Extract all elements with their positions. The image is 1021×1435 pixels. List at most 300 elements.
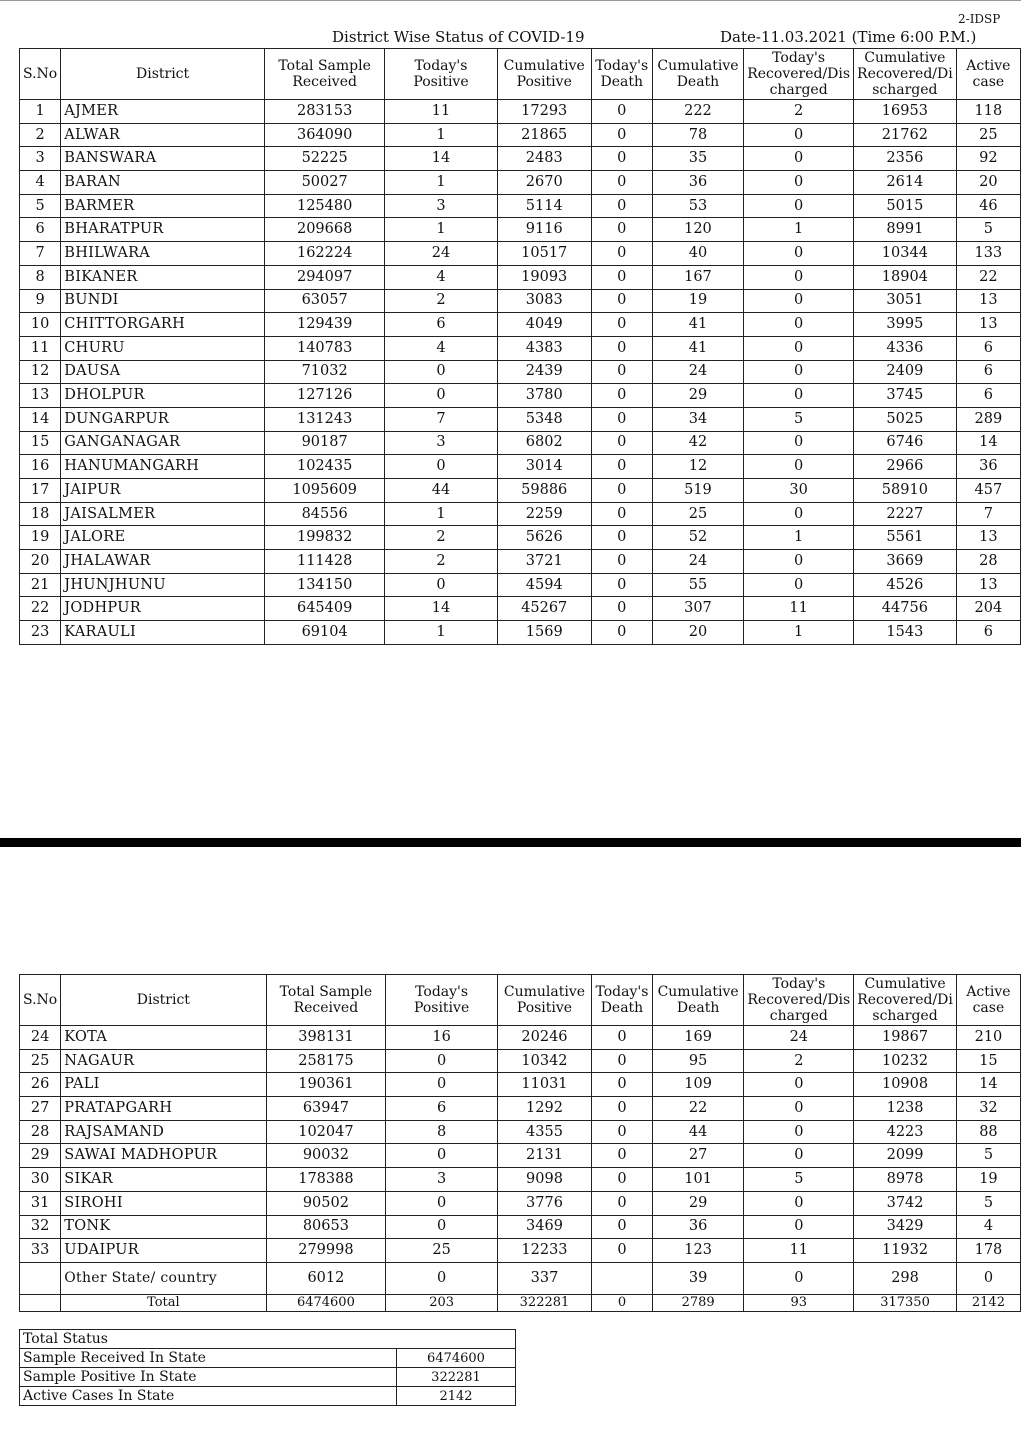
column-header: Cumulative Recovered/Di scharged (854, 49, 957, 100)
table-row (20, 336, 1021, 360)
table-cell: 0 (744, 313, 854, 337)
table-cell: 30 (744, 479, 854, 503)
total-cell (20, 1294, 61, 1311)
table-cell: 14 (956, 431, 1020, 455)
table-cell: 8 (386, 1120, 498, 1144)
table-cell: 0 (591, 289, 652, 313)
table-cell: 24 (652, 360, 744, 384)
district-name-cell: JALORE (61, 526, 265, 550)
table-cell: 1 (744, 526, 854, 550)
table-cell: 3 (386, 1168, 498, 1192)
table-cell: 178388 (266, 1168, 386, 1192)
table-cell: 39 (652, 1262, 744, 1294)
table-cell: 3776 (497, 1191, 591, 1215)
table-cell: 28 (20, 1120, 61, 1144)
table-cell: 13 (956, 526, 1020, 550)
district-name-cell: BUNDI (61, 289, 265, 313)
table-cell: 14 (385, 147, 497, 171)
total-cell: 2789 (652, 1294, 744, 1311)
table-cell: 40 (652, 242, 744, 266)
table-cell: 1 (744, 621, 854, 645)
table-row (20, 1120, 1021, 1144)
table-row (20, 218, 1021, 242)
table-cell: 25 (20, 1049, 61, 1073)
table-cell: 125480 (264, 194, 384, 218)
table-cell: 0 (591, 265, 652, 289)
table-cell: 123 (652, 1239, 744, 1263)
table-cell: 90502 (266, 1191, 386, 1215)
table-cell: 0 (592, 1215, 653, 1239)
table-row (20, 407, 1021, 431)
table-cell: 3669 (854, 550, 957, 574)
table-cell: 41 (652, 336, 744, 360)
table-cell: 1095609 (264, 479, 384, 503)
table-cell: 0 (956, 1262, 1020, 1294)
table-row (20, 1168, 1021, 1192)
table-cell: 4 (385, 265, 497, 289)
table-cell: 10908 (854, 1073, 957, 1097)
report-date: Date-11.03.2021 (Time 6:00 P.M.) (720, 28, 977, 46)
table-cell: 30 (20, 1168, 61, 1192)
table-cell: 0 (744, 1215, 854, 1239)
table-cell: 1 (20, 100, 61, 124)
table-cell: 645409 (264, 597, 384, 621)
table-row (20, 597, 1021, 621)
column-header: Today's Positive (385, 49, 497, 100)
table-row (20, 455, 1021, 479)
district-table-part2 (19, 974, 1021, 1312)
table-row (20, 313, 1021, 337)
table-cell: 0 (591, 194, 652, 218)
table-cell: 78 (652, 123, 744, 147)
table-cell: 50027 (264, 171, 384, 195)
table-cell: 3995 (854, 313, 957, 337)
table-cell: 0 (592, 1073, 653, 1097)
total-label: Total (61, 1294, 266, 1311)
table-cell: 18 (20, 502, 61, 526)
table-cell: 53 (652, 194, 744, 218)
table-cell: 0 (744, 384, 854, 408)
table-cell: 5015 (854, 194, 957, 218)
table-cell: 14 (956, 1073, 1020, 1097)
table-cell: 5 (956, 218, 1020, 242)
table-cell: 5 (744, 407, 854, 431)
table-cell: 14 (385, 597, 497, 621)
table-cell: 0 (592, 1026, 653, 1050)
table-cell: 0 (592, 1168, 653, 1192)
table-cell: 34 (652, 407, 744, 431)
district-name-cell: PALI (61, 1073, 266, 1097)
table-row (20, 384, 1021, 408)
table-cell: 6746 (854, 431, 957, 455)
table-cell: 0 (591, 597, 652, 621)
district-name-cell: CHURU (61, 336, 265, 360)
table-cell: 0 (591, 431, 652, 455)
table-cell: 0 (744, 242, 854, 266)
table-cell: 519 (652, 479, 744, 503)
table-cell: 90187 (264, 431, 384, 455)
table-row (20, 573, 1021, 597)
table-cell: 27 (652, 1144, 744, 1168)
table-cell: 0 (744, 1262, 854, 1294)
table-cell: 36 (956, 455, 1020, 479)
table-cell: 0 (386, 1215, 498, 1239)
table-cell: 13 (20, 384, 61, 408)
table-cell: 80653 (266, 1215, 386, 1239)
table-cell: 88 (956, 1120, 1020, 1144)
table-cell: 22 (956, 265, 1020, 289)
table-cell: 1238 (854, 1097, 957, 1121)
table-cell: 1292 (497, 1097, 591, 1121)
table-cell: 0 (592, 1144, 653, 1168)
table-cell: 0 (744, 289, 854, 313)
table-row (20, 171, 1021, 195)
column-header: Today's Death (592, 975, 653, 1026)
table-cell: 169 (652, 1026, 744, 1050)
table-cell: 3 (385, 431, 497, 455)
summary-label: Active Cases In State (20, 1387, 397, 1406)
table-cell: 19867 (854, 1026, 957, 1050)
table-cell: 133 (956, 242, 1020, 266)
table-cell: 131243 (264, 407, 384, 431)
table-header-row (20, 975, 1021, 1026)
table-cell: 289 (956, 407, 1020, 431)
table-cell: 24 (385, 242, 497, 266)
summary-label: Sample Received In State (20, 1349, 397, 1368)
table-cell: 44 (385, 479, 497, 503)
table-cell: 0 (591, 336, 652, 360)
total-cell: 317350 (854, 1294, 957, 1311)
table-row (20, 1191, 1021, 1215)
table-cell: 0 (744, 336, 854, 360)
table-cell: 5 (956, 1144, 1020, 1168)
table-cell: 0 (744, 550, 854, 574)
table-cell: 0 (591, 550, 652, 574)
table-cell: 2 (385, 550, 497, 574)
table-cell: 0 (591, 313, 652, 337)
table-cell: 5 (20, 194, 61, 218)
table-cell: 0 (591, 526, 652, 550)
table-row (20, 479, 1021, 503)
table-cell: 3469 (497, 1215, 591, 1239)
table-cell: 10 (20, 313, 61, 337)
table-cell: 2409 (854, 360, 957, 384)
district-name-cell: GANGANAGAR (61, 431, 265, 455)
table-cell: 0 (592, 1191, 653, 1215)
table-row (20, 100, 1021, 124)
table-cell: 18904 (854, 265, 957, 289)
table-cell: 52 (652, 526, 744, 550)
table-cell: 69104 (264, 621, 384, 645)
total-cell: 0 (592, 1294, 653, 1311)
table-cell: 71032 (264, 360, 384, 384)
table-row (20, 1144, 1021, 1168)
table-cell: 4223 (854, 1120, 957, 1144)
table-cell: 0 (744, 360, 854, 384)
table-cell: 127126 (264, 384, 384, 408)
district-name-cell: UDAIPUR (61, 1239, 266, 1263)
table-cell: 15 (20, 431, 61, 455)
table-cell: 0 (744, 1073, 854, 1097)
table-cell: 58910 (854, 479, 957, 503)
table-cell: 2966 (854, 455, 957, 479)
table-cell: 111428 (264, 550, 384, 574)
table-cell: 16 (20, 455, 61, 479)
table-cell: 3051 (854, 289, 957, 313)
table-cell: 0 (744, 123, 854, 147)
table-cell: 0 (385, 455, 497, 479)
table-cell: 6 (956, 384, 1020, 408)
table-cell: 0 (591, 621, 652, 645)
table-cell: 20246 (497, 1026, 591, 1050)
table-cell: 1 (385, 621, 497, 645)
column-header: Total Sample Received (266, 975, 386, 1026)
table-cell: 1543 (854, 621, 957, 645)
table-cell: 3721 (497, 550, 591, 574)
column-header: Cumulative Positive (497, 49, 591, 100)
table-cell: 6 (20, 218, 61, 242)
table-cell: 22 (20, 597, 61, 621)
total-cell: 93 (744, 1294, 854, 1311)
table-cell: 45267 (497, 597, 591, 621)
table-row (20, 1215, 1021, 1239)
table-cell: 12 (652, 455, 744, 479)
table-cell: 162224 (264, 242, 384, 266)
table-cell: 398131 (266, 1026, 386, 1050)
table-cell: 4 (20, 171, 61, 195)
column-header: Active case (956, 975, 1020, 1026)
summary-title: Total Status (20, 1330, 516, 1349)
district-name-cell: BANSWARA (61, 147, 265, 171)
table-cell: 21 (20, 573, 61, 597)
table-cell: 0 (386, 1073, 498, 1097)
table-body (20, 100, 1021, 645)
table-cell: 3742 (854, 1191, 957, 1215)
total-cell: 6474600 (266, 1294, 386, 1311)
table-cell: 29 (652, 384, 744, 408)
table-cell: 2 (744, 1049, 854, 1073)
table-cell: 1 (385, 171, 497, 195)
table-cell: 23 (20, 621, 61, 645)
table-cell: 1 (744, 218, 854, 242)
table-cell: 0 (744, 1144, 854, 1168)
district-name-cell: JHUNJHUNU (61, 573, 265, 597)
table-cell: 29 (652, 1191, 744, 1215)
table-cell: 2 (744, 100, 854, 124)
table-cell: 21762 (854, 123, 957, 147)
table-cell: 0 (591, 100, 652, 124)
table-cell: 3745 (854, 384, 957, 408)
table-cell: 41 (652, 313, 744, 337)
table-cell: 33 (20, 1239, 61, 1263)
table-cell: 0 (591, 455, 652, 479)
column-header: S.No (20, 49, 61, 100)
district-name-cell: SIKAR (61, 1168, 266, 1192)
table-cell: 0 (591, 479, 652, 503)
table-cell: 12233 (497, 1239, 591, 1263)
table-cell: 25 (956, 123, 1020, 147)
table-cell: 29 (20, 1144, 61, 1168)
summary-value: 6474600 (397, 1349, 516, 1368)
table-cell: 8991 (854, 218, 957, 242)
table-cell: 10232 (854, 1049, 957, 1073)
column-header: Today's Death (591, 49, 652, 100)
table-row (20, 502, 1021, 526)
table-cell: 6012 (266, 1262, 386, 1294)
table-cell: 44756 (854, 597, 957, 621)
district-name-cell: BHARATPUR (61, 218, 265, 242)
table-cell: 0 (386, 1144, 498, 1168)
district-name-cell: BARAN (61, 171, 265, 195)
district-name-cell: DUNGARPUR (61, 407, 265, 431)
table-cell: 11 (744, 1239, 854, 1263)
table-cell: 32 (20, 1215, 61, 1239)
table-cell: 19 (652, 289, 744, 313)
table-cell: 2439 (497, 360, 591, 384)
table-cell: 0 (591, 171, 652, 195)
table-cell: 13 (956, 313, 1020, 337)
table-cell: 0 (744, 1120, 854, 1144)
table-cell: 0 (744, 455, 854, 479)
table-cell: 2 (385, 526, 497, 550)
top-border-line (0, 0, 1021, 1)
table-cell: 3083 (497, 289, 591, 313)
table-cell: 0 (591, 147, 652, 171)
table-cell: 2259 (497, 502, 591, 526)
table-cell: 0 (744, 171, 854, 195)
column-header: Cumulative Recovered/Di scharged (854, 975, 957, 1026)
table-cell: 134150 (264, 573, 384, 597)
table-cell: 5348 (497, 407, 591, 431)
table-cell: 84556 (264, 502, 384, 526)
table-cell: 0 (744, 502, 854, 526)
page-title: District Wise Status of COVID-19 (332, 28, 585, 46)
table-cell: 20 (652, 621, 744, 645)
table-cell: 42 (652, 431, 744, 455)
table-cell: 298 (854, 1262, 957, 1294)
table-cell: 4383 (497, 336, 591, 360)
table-cell: 167 (652, 265, 744, 289)
table-cell: 16 (386, 1026, 498, 1050)
table-cell: 190361 (266, 1073, 386, 1097)
table-cell: 258175 (266, 1049, 386, 1073)
table-row (20, 431, 1021, 455)
table-cell: 7 (956, 502, 1020, 526)
table-cell: 118 (956, 100, 1020, 124)
table-cell: 3 (385, 194, 497, 218)
table-cell: 0 (744, 194, 854, 218)
table-row (20, 1073, 1021, 1097)
column-header: S.No (20, 975, 61, 1026)
table-cell: 5626 (497, 526, 591, 550)
total-row (20, 1294, 1021, 1311)
table-cell: 364090 (264, 123, 384, 147)
table-cell: 17293 (497, 100, 591, 124)
table-cell: 0 (385, 573, 497, 597)
table-row (20, 550, 1021, 574)
table-row (20, 1262, 1021, 1294)
table-cell: 55 (652, 573, 744, 597)
table-cell: 2131 (497, 1144, 591, 1168)
column-header: Today's Recovered/Dis charged (744, 49, 854, 100)
table-cell: 0 (592, 1120, 653, 1144)
table-cell: 25 (386, 1239, 498, 1263)
table-cell: 26 (20, 1073, 61, 1097)
column-header: Cumulative Death (652, 975, 744, 1026)
table-cell: 36 (652, 1215, 744, 1239)
district-name-cell: HANUMANGARH (61, 455, 265, 479)
district-name-cell: RAJSAMAND (61, 1120, 266, 1144)
table-cell: 6 (385, 313, 497, 337)
table-cell: 14 (20, 407, 61, 431)
table-cell: 1569 (497, 621, 591, 645)
table-cell: 20 (20, 550, 61, 574)
table-cell: 13 (956, 573, 1020, 597)
table-cell: 2 (385, 289, 497, 313)
table-cell: 0 (591, 242, 652, 266)
table-cell: 337 (497, 1262, 591, 1294)
district-name-cell: AJMER (61, 100, 265, 124)
table-row (20, 1049, 1021, 1073)
table-cell: 4355 (497, 1120, 591, 1144)
table-row (20, 1239, 1021, 1263)
column-header: Cumulative Death (652, 49, 744, 100)
table-cell: 209668 (264, 218, 384, 242)
table-row (20, 289, 1021, 313)
total-cell: 322281 (497, 1294, 591, 1311)
table-cell: 11932 (854, 1239, 957, 1263)
table-cell: 95 (652, 1049, 744, 1073)
table-cell: 59886 (497, 479, 591, 503)
table-row (20, 1097, 1021, 1121)
table-cell: 4594 (497, 573, 591, 597)
table-cell: 2614 (854, 171, 957, 195)
table-cell: 6 (386, 1097, 498, 1121)
table-cell: 46 (956, 194, 1020, 218)
table-cell: 2356 (854, 147, 957, 171)
table-cell: 36 (652, 171, 744, 195)
summary-value: 2142 (397, 1387, 516, 1406)
table-cell: 0 (592, 1239, 653, 1263)
total-cell: 203 (386, 1294, 498, 1311)
table-cell: 27 (20, 1097, 61, 1121)
table-cell: 22 (652, 1097, 744, 1121)
table-cell: 2483 (497, 147, 591, 171)
table-cell: 5114 (497, 194, 591, 218)
table-cell: 20 (956, 171, 1020, 195)
table-cell: 283153 (264, 100, 384, 124)
table-cell: 0 (744, 1191, 854, 1215)
table-cell (592, 1262, 653, 1294)
column-header: Today's Recovered/Dis charged (744, 975, 854, 1026)
table-cell: 140783 (264, 336, 384, 360)
summary-value: 322281 (397, 1368, 516, 1387)
table-cell: 7 (20, 242, 61, 266)
district-name-cell: NAGAUR (61, 1049, 266, 1073)
table-cell: 6 (956, 621, 1020, 645)
district-name-cell: CHITTORGARH (61, 313, 265, 337)
table-cell: 6 (956, 360, 1020, 384)
table-row (20, 123, 1021, 147)
table-cell: 35 (652, 147, 744, 171)
district-name-cell: JODHPUR (61, 597, 265, 621)
table-cell: 279998 (266, 1239, 386, 1263)
table-cell: 210 (956, 1026, 1020, 1050)
table-row (20, 526, 1021, 550)
table-cell: 19093 (497, 265, 591, 289)
district-name-cell: SAWAI MADHOPUR (61, 1144, 266, 1168)
table-cell: 101 (652, 1168, 744, 1192)
